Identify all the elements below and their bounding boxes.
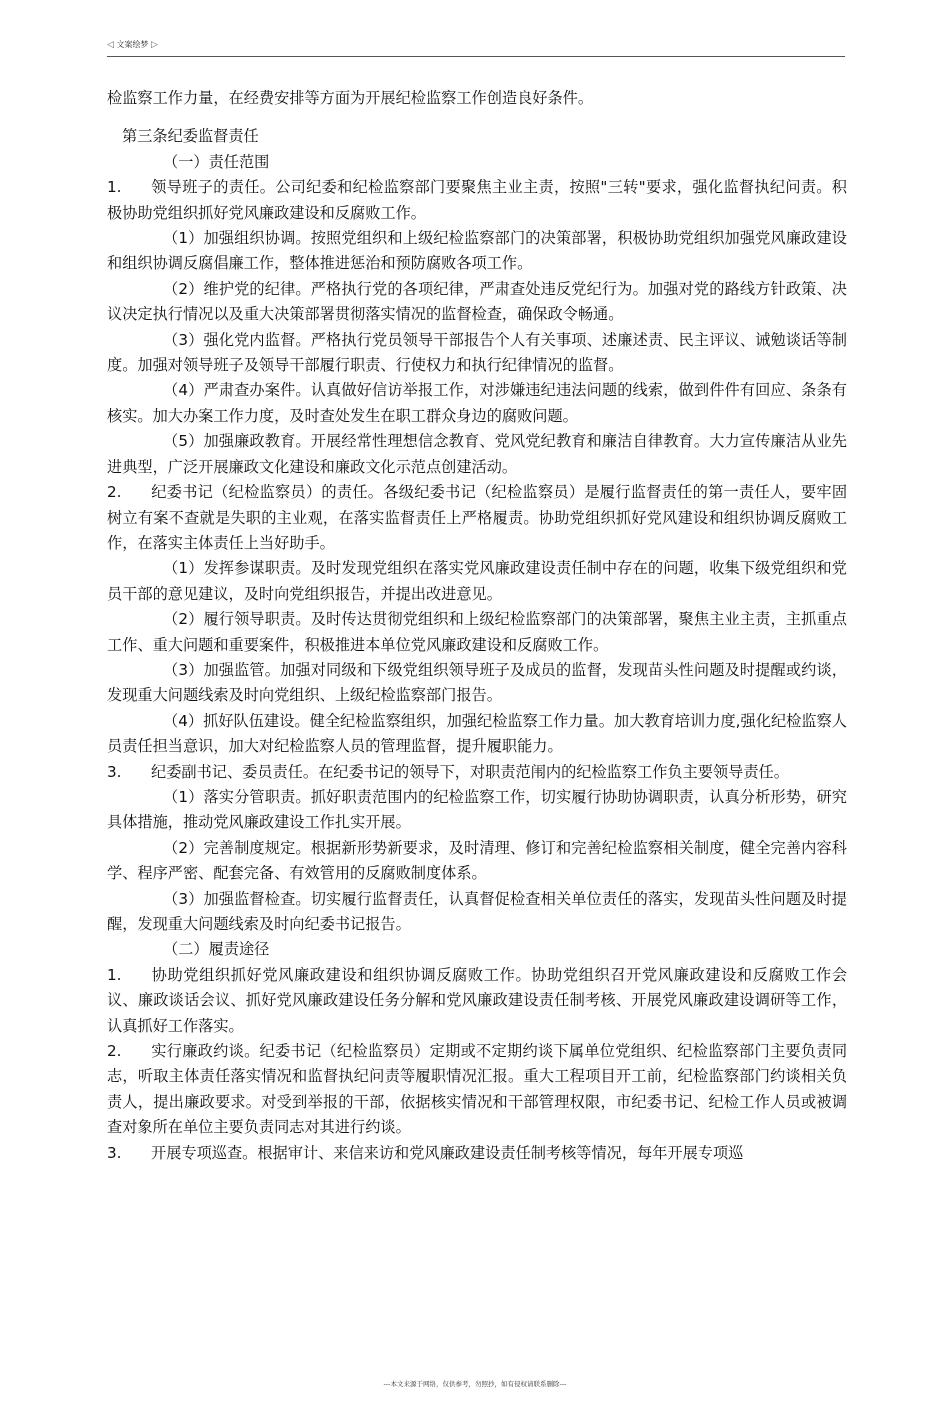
page-footer: ---本文来源于网络，仅供参考，勿照抄，如有侵权请联系删除---: [383, 1380, 567, 1388]
numbered-paragraph: 3. 纪委副书记、委员责任。在纪委书记的领导下，对职责范闱内的纪检监察工作负主要领导责任。: [107, 760, 847, 785]
numbered-paragraph: 2. 纪委书记（纪检监察员）的责任。各级纪委书记（纪检监察员）是履行监督责任的第一责任人，要牢固树立有案不查就是失职的主业观，在落实监督责任上严格履责。协助党组织抓好党风建设和组织协调反腐败工作，在落实主体责任上当好助手。: [107, 480, 847, 556]
paragraph: （2）完善制度规定。根据新形势新要求，及时清理、修订和完善纪检监察相关制度，健全完善内容科学、程序严密、配套完备、有效管用的反腐败制度体系。: [107, 838, 847, 883]
page-header: [107, 38, 845, 57]
paragraph: （1）落实分管职责。抓好职责范围内的纪检监察工作，切实履行协助协调职责，认真分析形势，研究具体措施，推动党风廉政建设工作扎实开展。: [107, 787, 847, 832]
numbered-paragraph: 2. 实行廉政约谈。纪委书记（纪检监察员）定期或不定期约谈下属单位党组织、纪检监察部门主要负责同志，听取主体责任落实情况和监督执纪问责等履职情况汇报。重大工程项目开工前，纪检监察部门约谈相关负责人，提出廉政要求。对受到举报的干部，依据核实情况和干部管理权限，市纪委书记、纪检工作人员或被调查对象所在单位主要负责同志对其进行约谈。: [107, 1039, 847, 1141]
paragraph: 检监察工作力量，在经费安排等方面为开展纪检监察工作创造良好条件。: [107, 89, 593, 107]
item-number: 3.: [107, 762, 122, 781]
section-heading: （二）履责途径: [163, 940, 270, 959]
paragraph: （5）加强廉政教育。开展经常性理想信念教育、党风党纪教育和廉洁自律教育。大力宣传廉洁从业先进典型，广泛开展廉政文化建设和廉政文化示范点创建活动。: [107, 432, 847, 476]
paragraph: （1）发挥参谋职责。及时发现党组织在落实党风廉政建设责任制中存在的问题，收集下级党组织和党员干部的意见建议，及时向党组织报告，并提出改进意见。: [107, 559, 847, 603]
paragraph: （4）严肃查办案件。认真做好信访举报工作，对涉嫌违纪违法问题的线索，做到件件有回应、条条有核实。加大办案工作力度，及时查处发生在职工群众身边的腐败问题。: [107, 381, 847, 425]
paragraph: （3）加强监督检查。切实履行监督责任，认真督促检查相关单位责任的落实，发现苗头性问题及时提醒，发现重大问题线索及时向纪委书记报告。: [107, 889, 847, 933]
left-arrow-icon: ◁: [107, 40, 114, 50]
item-number: 2.: [107, 483, 122, 502]
paragraph: （2）维护党的纪律。严格执行党的各项纪律，严肃查处违反党纪行为。加强对党的路线方针政策、决议决定执行情况以及重大决策部署贯彻落实情况的监督检查，确保政令畅通。: [107, 279, 847, 324]
paragraph: （3）加强监管。加强对同级和下级党组织领导班子及成员的监督，发现苗头性问题及时提醒或约谈，发现重大问题线索及时向党组织、上级纪检监察部门报告。: [107, 660, 847, 705]
article-heading: 第三条纪委监督责任: [122, 127, 259, 146]
item-number: 1.: [107, 178, 122, 197]
right-arrow-icon: ▷: [151, 40, 158, 50]
item-number: 2.: [107, 1042, 122, 1061]
paragraph: （1）加强组织协调。按照党组织和上级纪检监察部门的决策部署，积极协助党组织加强党风廉政建设和组织协调反腐倡廉工作，整体推进惩治和预防腐败各项工作。: [107, 229, 847, 273]
paragraph: （2）履行领导职责。及时传达贯彻党组织和上级纪检监察部门的决策部署，聚焦主业主责，主抓重点工作、重大问题和重要案件，积极推进本单位党风廉政建设和反腐败工作。: [107, 610, 847, 654]
document-body: [107, 86, 847, 1166]
item-number: 3.: [107, 1143, 122, 1162]
item-number: 1.: [107, 965, 122, 984]
paragraph: （3）强化党内监督。严格执行党员领导干部报告个人有关事项、述廉述责、民主评议、诫勉谈话等制度。加强对领导班子及领导干部履行职责、行使权力和执行纪律情况的监督。: [107, 330, 847, 375]
header-title: 文案绘梦: [116, 40, 149, 49]
section-heading: （一）责任范围: [163, 152, 270, 171]
numbered-paragraph: 1. 协助党组织抓好党风廉政建设和组织协调反腐败工作。协助党组织召开党风廉政建设和反腐败工作会议、廉政谈话会议、抓好党风廉政建设任务分解和党风廉政建设责任制考核、开展党风廉政建设调研等工作，认真抓好工作落实。: [107, 963, 847, 1039]
paragraph: （4）抓好队伍建设。健全纪检监察组织，加强纪检监察工作力量。加大教育培训力度,强化纪检监察人员责任担当意识，加大对纪检监察人员的管理监督，提升履职能力。: [107, 711, 847, 756]
numbered-paragraph: 3. 开展专项巡查。根据审计、来信来访和党风廉政建设责任制考核等情况，每年开展专项巡: [107, 1141, 847, 1166]
numbered-paragraph: 1. 领导班子的责任。公司纪委和纪检监察部门要聚焦主业主责，按照"三转"要求，强化监督执纪问责。积极协助党组织抓好党风廉政建设和反腐败工作。: [107, 175, 847, 226]
